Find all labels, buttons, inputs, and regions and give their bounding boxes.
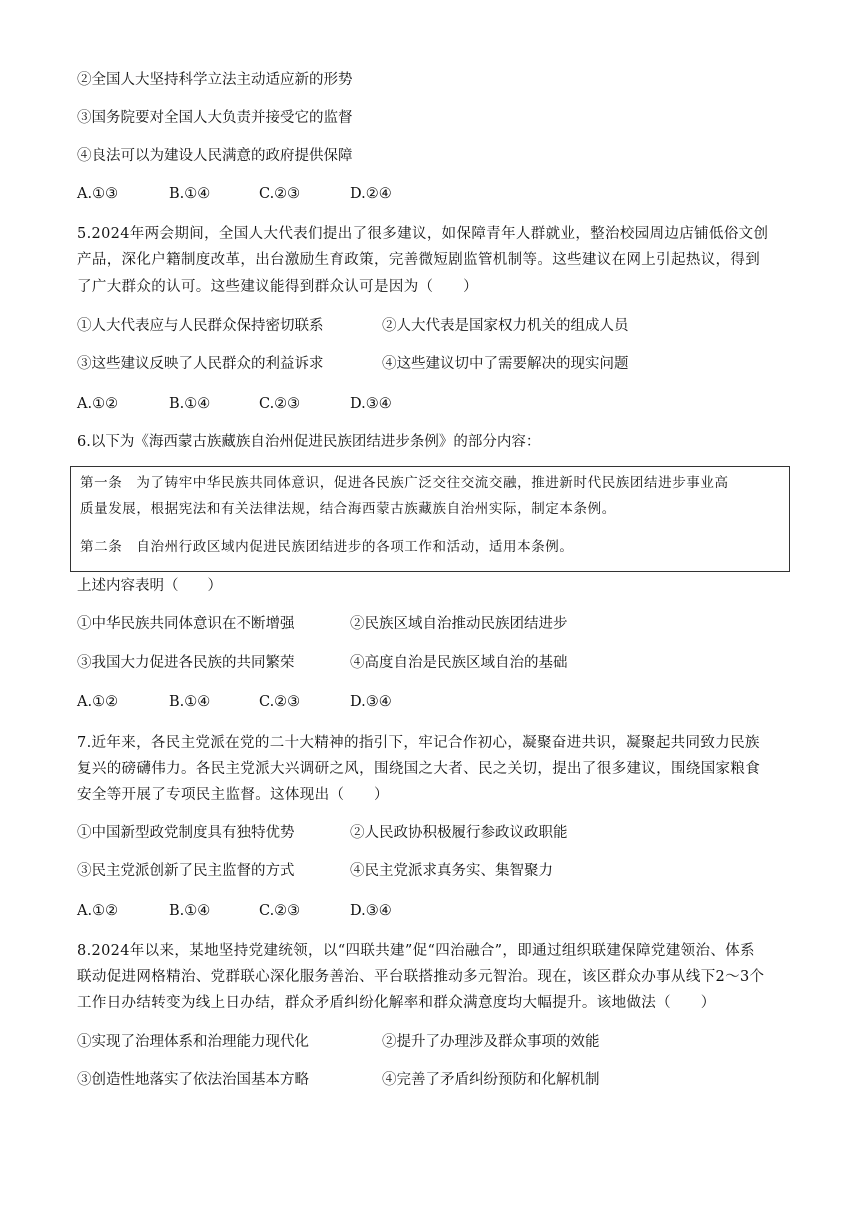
q5-stem-line: 了广大群众的认可。这些建议能得到群众认可是因为（ ） (77, 279, 478, 295)
q6-option-2: ②民族区域自治推动民族团结进步 (350, 616, 568, 632)
q5-answer-c: C.②③ (259, 396, 301, 412)
q8-option-1: ①实现了治理体系和治理能力现代化 (77, 1034, 309, 1050)
q4-answer-b: B.①④ (169, 186, 211, 202)
q5-answer-a: A.①② (77, 396, 119, 412)
q5-stem-line: 5.2024年两会期间，全国人大代表们提出了很多建议，如保障青年人群就业，整治校园周边店铺低俗文创 (77, 226, 769, 242)
q4-option-3: ③国务院要对全国人大负责并接受它的监督 (77, 110, 353, 126)
q5-answer-d: D.③④ (350, 396, 392, 412)
q7-option-4: ④民主党派求真务实、集智聚力 (350, 863, 553, 879)
q7-option-1: ①中国新型政党制度具有独特优势 (77, 825, 295, 841)
q4-option-4: ④良法可以为建设人民满意的政府提供保障 (77, 148, 353, 164)
q7-answer-d: D.③④ (350, 903, 392, 919)
q6-excerpt-line: 第二条 自治州行政区域内促进民族团结进步的各项工作和活动，适用本条例。 (80, 539, 574, 555)
q6-option-1: ①中华民族共同体意识在不断增强 (77, 616, 295, 632)
q6-option-3: ③我国大力促进各民族的共同繁荣 (77, 655, 295, 671)
q6-answer-d: D.③④ (350, 694, 392, 710)
q7-answer-a: A.①② (77, 903, 119, 919)
q8-option-3: ③创造性地落实了依法治国基本方略 (77, 1072, 309, 1088)
q5-answer-b: B.①④ (169, 396, 211, 412)
q8-stem-line: 8.2024年以来，某地坚持党建统领，以“四联共建”促“四治融合”，即通过组织联建保障党建领治、体系 (77, 943, 755, 959)
q6-followup: 上述内容表明（ ） (77, 578, 222, 594)
q4-answer-a: A.①③ (77, 186, 119, 202)
q6-stem-line: 6.以下为《海西蒙古族藏族自治州促进民族团结进步条例》的部分内容： (77, 434, 541, 450)
q7-answer-b: B.①④ (169, 903, 211, 919)
q7-stem-line: 复兴的磅礴伟力。各民主党派大兴调研之风，围绕国之大者、民之关切，提出了很多建议，围绕国家粮食 (77, 761, 761, 777)
q7-stem-line: 安全等开展了专项民主监督。这体现出（ ） (77, 787, 389, 803)
q5-option-4: ④这些建议切中了需要解决的现实问题 (382, 356, 629, 372)
q6-excerpt-line: 第一条 为了铸牢中华民族共同体意识，促进各民族广泛交往交流交融，推进新时代民族团结进步事业高 (80, 475, 729, 491)
q5-option-2: ②人大代表是国家权力机关的组成人员 (382, 318, 629, 334)
q7-answer-c: C.②③ (259, 903, 301, 919)
q6-excerpt-line: 质量发展，根据宪法和有关法律法规，结合海西蒙古族藏族自治州实际，制定本条例。 (80, 501, 616, 517)
q4-answer-c: C.②③ (259, 186, 301, 202)
q7-option-2: ②人民政协积极履行参政议政职能 (350, 825, 568, 841)
q6-option-4: ④高度自治是民族区域自治的基础 (350, 655, 568, 671)
q6-answer-a: A.①② (77, 694, 119, 710)
q8-option-2: ②提升了办理涉及群众事项的效能 (382, 1034, 600, 1050)
q7-option-3: ③民主党派创新了民主监督的方式 (77, 863, 295, 879)
q7-stem-line: 7.近年来，各民主党派在党的二十大精神的指引下，牢记合作初心，凝聚奋进共识，凝聚起共同致力民族 (77, 735, 760, 751)
q5-option-3: ③这些建议反映了人民群众的利益诉求 (77, 356, 324, 372)
q6-answer-c: C.②③ (259, 694, 301, 710)
q8-stem-line: 工作日办结转变为线上日办结，群众矛盾纠纷化解率和群众满意度均大幅提升。该地做法（ ） (77, 995, 716, 1011)
q5-stem-line: 产品，深化户籍制度改革，出台激励生育政策，完善微短剧监管机制等。这些建议在网上引起热议，得到 (77, 252, 761, 268)
q4-answer-d: D.②④ (350, 186, 392, 202)
q4-option-2: ②全国人大坚持科学立法主动适应新的形势 (77, 72, 353, 88)
q8-stem-line: 联动促进网格精治、党群联心深化服务善治、平台联搭推动多元智治。现在，该区群众办事从线下2～3个 (77, 969, 765, 985)
q6-excerpt-box (70, 466, 790, 572)
q6-answer-b: B.①④ (169, 694, 211, 710)
q5-option-1: ①人大代表应与人民群众保持密切联系 (77, 318, 324, 334)
q8-option-4: ④完善了矛盾纠纷预防和化解机制 (382, 1072, 600, 1088)
